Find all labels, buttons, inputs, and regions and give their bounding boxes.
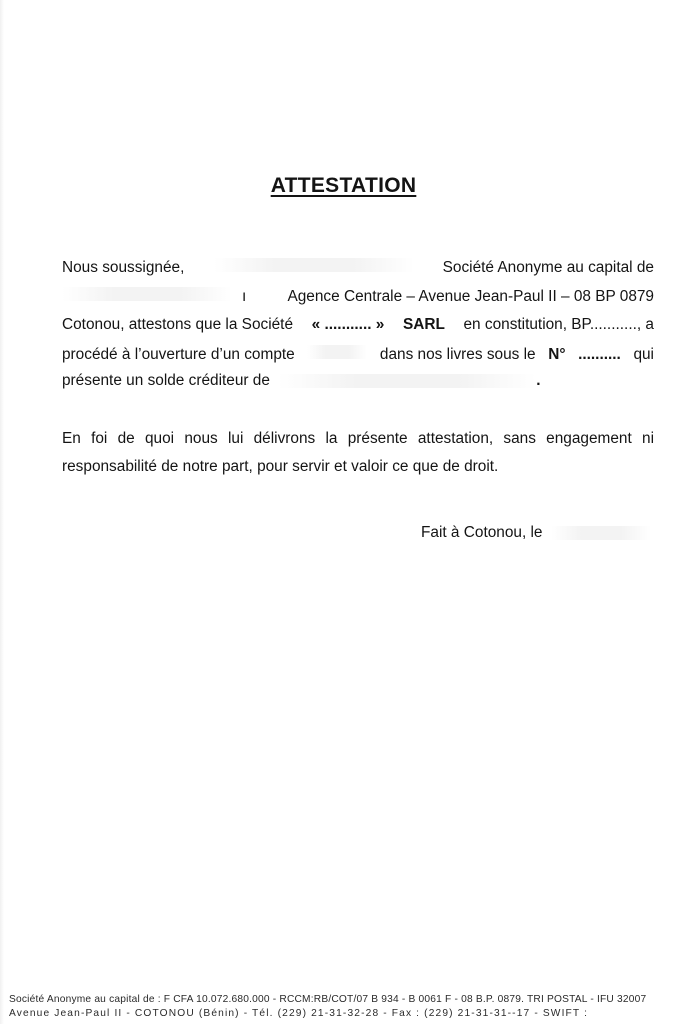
company-type-text: Société Anonyme au capital de xyxy=(442,259,654,276)
company-name-placeholder: « ........... » xyxy=(311,316,385,333)
agency-address-group xyxy=(242,288,654,306)
redacted-account-type xyxy=(307,345,367,359)
account-opening-text: procédé à l’ouverture d’un compte xyxy=(62,346,295,363)
redaction-remnant-mark: ı xyxy=(242,288,247,305)
credit-balance-text: présente un solde créditeur de xyxy=(62,372,270,389)
in-our-books-text: dans nos livres sous le xyxy=(379,346,536,363)
paragraph2-line1: En foi de quoi nous lui délivrons la présente attestation, sans engagement ni xyxy=(62,430,654,447)
redacted-balance-amount xyxy=(278,374,536,388)
document-title xyxy=(0,174,687,198)
paragraph1-line1 xyxy=(62,258,654,277)
paragraph2-line2: responsabilité de notre part, pour servir et valoir ce que de droit. xyxy=(62,458,499,475)
redacted-capital-amount xyxy=(62,287,232,301)
account-number-placeholder: .......... xyxy=(578,346,621,363)
document-title-text: ATTESTATION xyxy=(270,174,417,197)
closing-place-date xyxy=(421,524,651,542)
paragraph1-line3 xyxy=(62,316,654,334)
attest-company-text: Cotonou, attestons que la Société xyxy=(62,316,294,333)
scan-edge-shadow xyxy=(0,0,4,1024)
redacted-date xyxy=(551,526,651,540)
redacted-bank-name xyxy=(214,258,414,272)
which-text: qui xyxy=(633,346,654,363)
company-form-text: SARL xyxy=(402,316,445,333)
paragraph1-line5 xyxy=(62,372,540,390)
account-number-label: N° xyxy=(548,346,566,363)
sentence-end-period: . xyxy=(536,372,541,389)
closing-text: Fait à Cotonou, le xyxy=(421,524,543,541)
constitution-bp-text: en constitution, BP..........., a xyxy=(463,316,654,333)
paragraph1-line2 xyxy=(62,287,654,306)
footer-address-line: Avenue Jean-Paul II - COTONOU (Bénin) - Tél. (229) 21-31-32-28 - Fax : (229) 21-31-31--17 - SWIFT : xyxy=(9,1008,589,1019)
paragraph1-line4 xyxy=(62,345,654,364)
footer-legal-line: Société Anonyme au capital de : F CFA 10.072.680.000 - RCCM:RB/COT/07 B 934 - B 0061 F - 08 B.P. 0879. TRI POSTAL - IFU 32007 xyxy=(9,994,647,1005)
agency-address-text: Agence Centrale – Avenue Jean-Paul II – 08 BP 0879 xyxy=(287,288,654,305)
salutation-text: Nous soussignée, xyxy=(62,259,185,276)
